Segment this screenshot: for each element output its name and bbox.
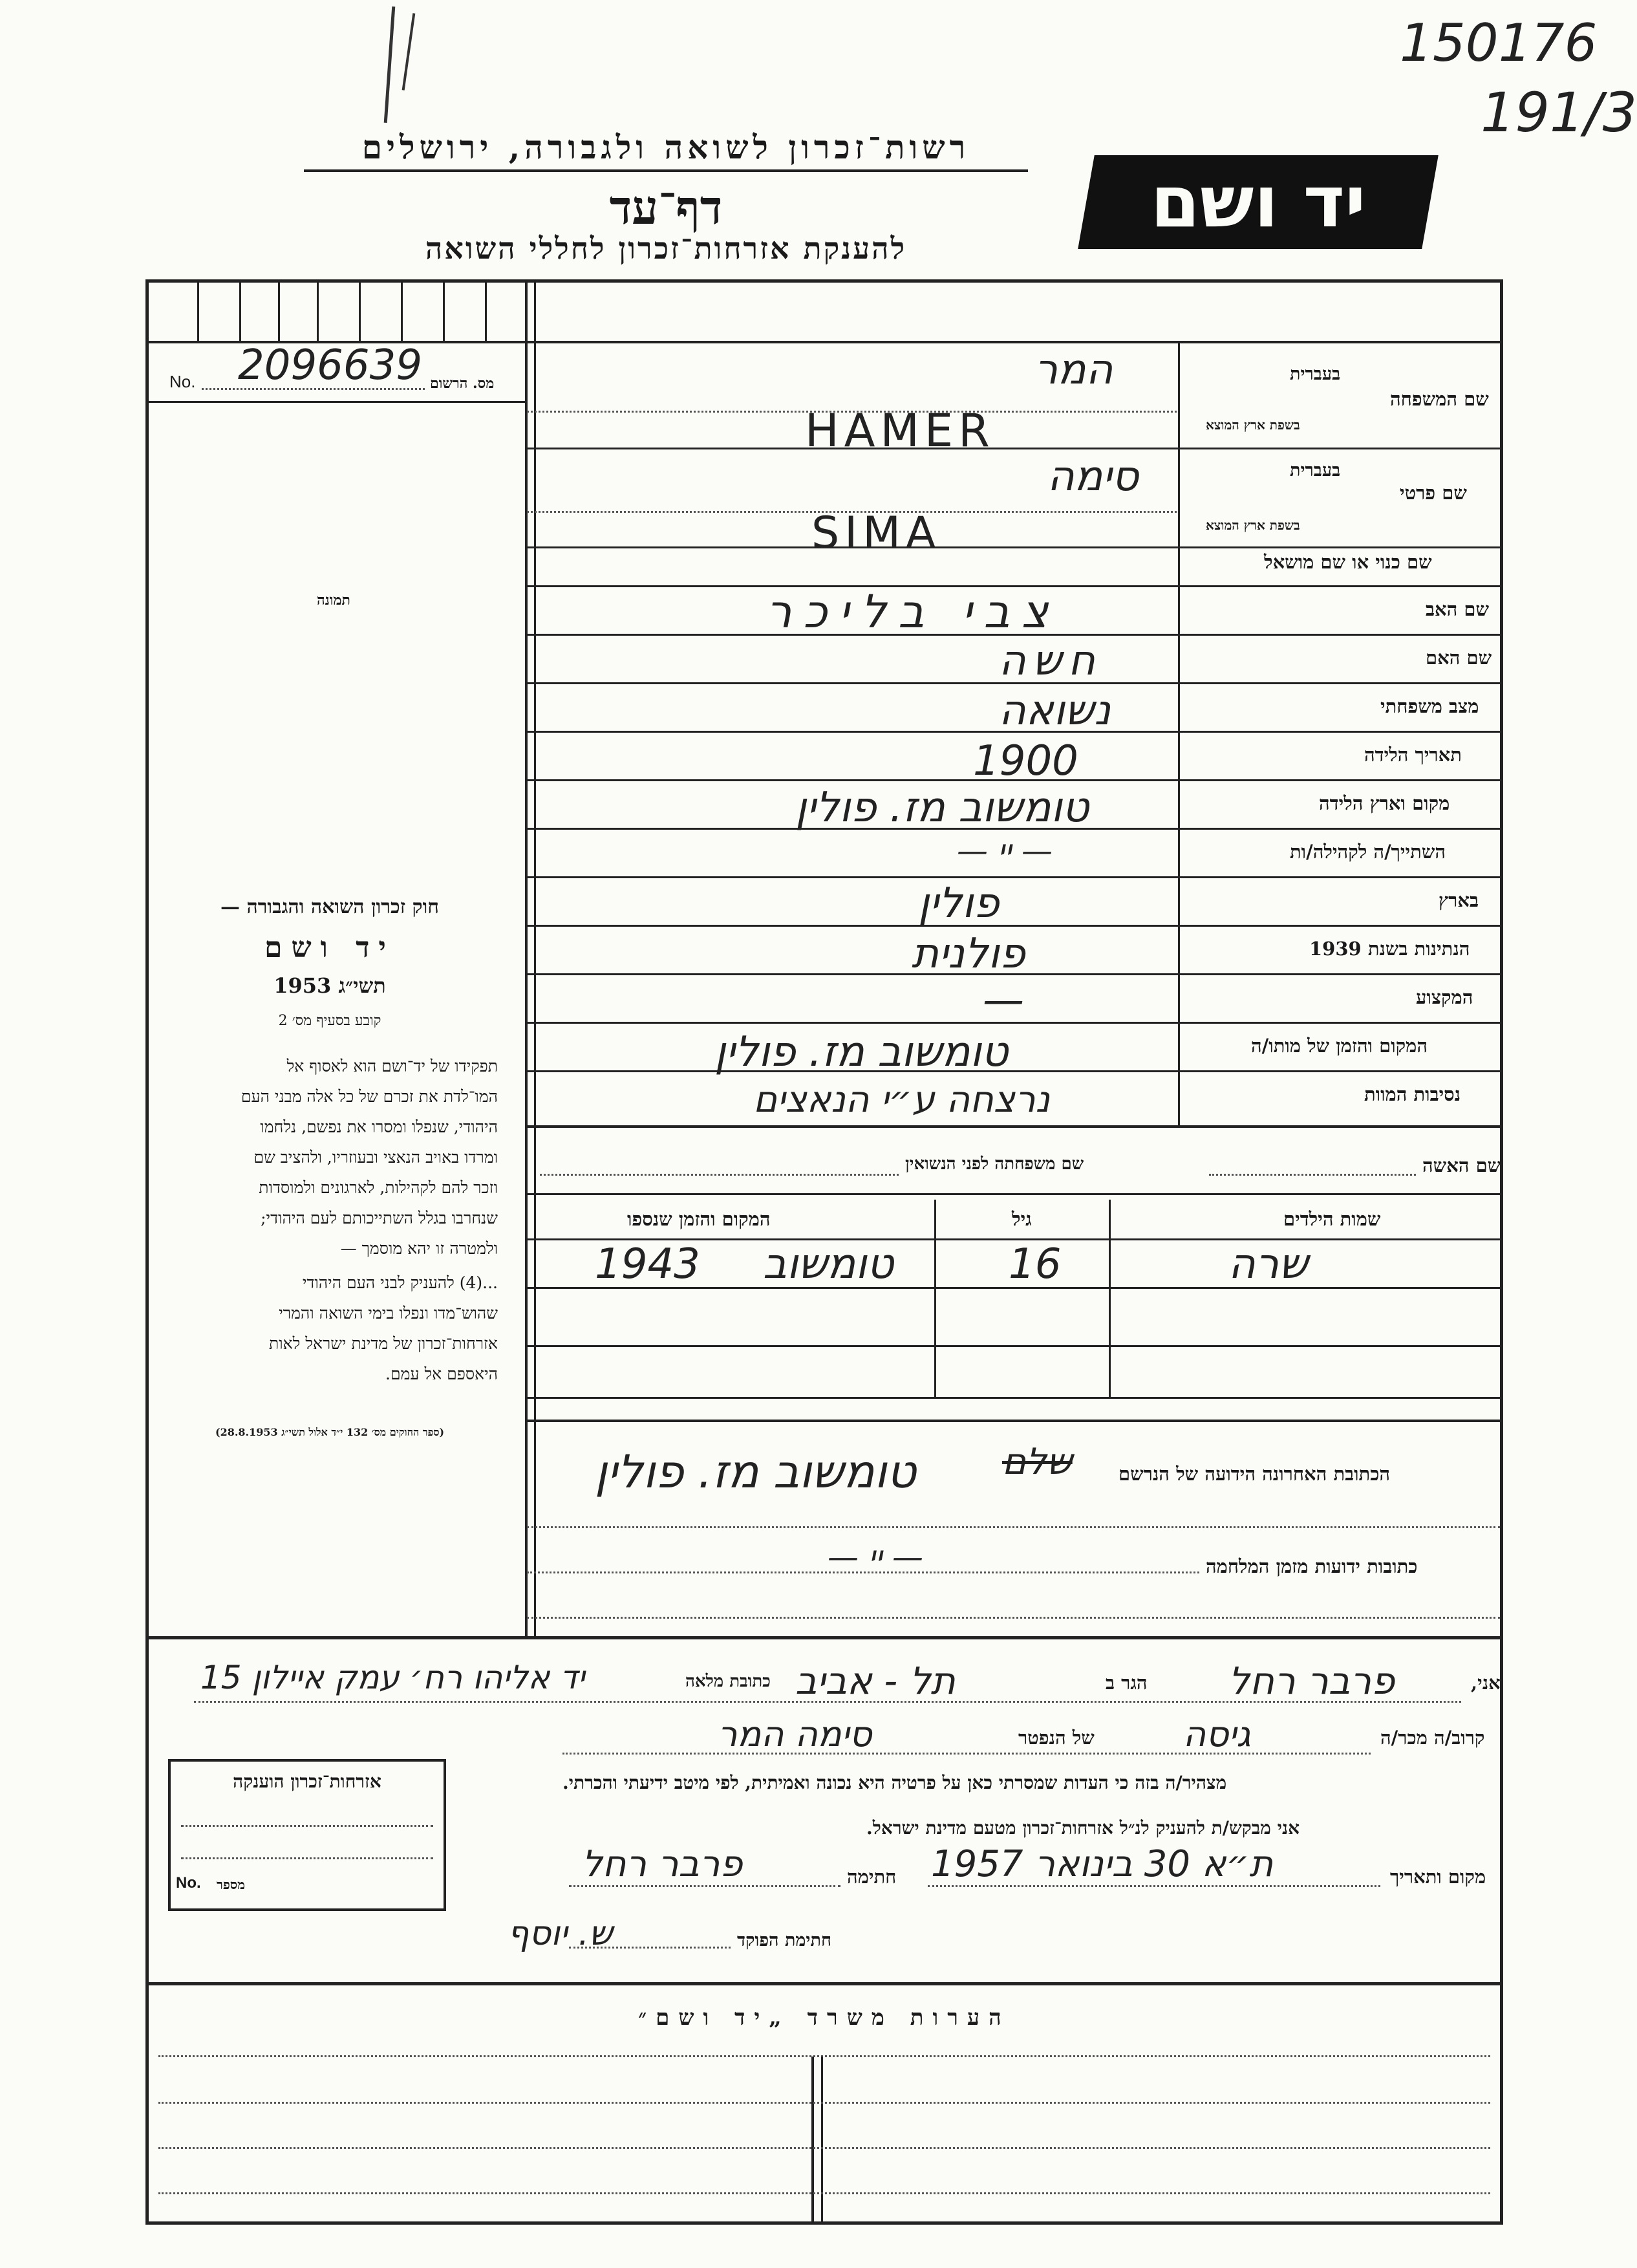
notes-dots-3 <box>158 2192 1490 2194</box>
label-last-address: הכתובת האחרונה הידועה של הנרשם <box>1118 1463 1391 1485</box>
value-first-hebrew: סימה <box>1047 453 1139 501</box>
value-citizenship: פולנית <box>912 930 1025 978</box>
decl-place-date: מקום ותאריך <box>1390 1866 1486 1888</box>
notes-center-divider-2 <box>821 2057 823 2225</box>
law-text-1: תפקידו של יד־ושם הוא לאסוף אל המו־לדת את זכרם של כל אלה מבני העם היהודי, שנפלו ומסרו את נפשם, נלחמו ומרדו באויב הנאצי ובעוזריו, ולהציב שם וזכר להם לקהילות, לארגונים ולמוסדות שנחרבו בגלל השתייכותם לעם היהודי; ולמטרה זו יהא מוסמך — <box>241 1057 498 1258</box>
notes-center-divider <box>811 2057 814 2225</box>
value-community: — יי — <box>957 833 1053 869</box>
decl-street: יד אליהו רח׳ עמק איילון 15 <box>200 1659 585 1696</box>
decl-officer: חתימת הפוקד <box>737 1930 831 1950</box>
value-birth-date: 1900 <box>973 737 1078 785</box>
label-country: בארץ <box>1439 889 1479 911</box>
value-last-address-struck: שלם <box>1002 1441 1073 1483</box>
decl-resident: הגר ב <box>1106 1672 1148 1694</box>
value-mother: חשה <box>999 637 1102 685</box>
label-maiden: שם משפחתה לפני הנשואין <box>905 1154 1084 1174</box>
decl-city: תל - אביב <box>795 1659 956 1703</box>
decl-officer-value: ש. יוסף <box>508 1914 613 1953</box>
reference-number: 150176 <box>1400 13 1598 73</box>
decl-statement: מצהיר/ה בזה כי העדות שמסרתי כאן על פרטיה היא נכונה ואמיתית, לפי מיטב ידיעתי והכרתי. <box>562 1772 1227 1793</box>
value-father: צבי בליכר <box>766 585 1060 638</box>
header-underline <box>304 169 1028 172</box>
children-col-1 <box>1109 1200 1111 1397</box>
label-family-native: בשפת ארץ המוצא <box>1206 417 1300 433</box>
decl-full-address: כתובת מלאה <box>685 1672 771 1691</box>
citizenship-box-dots-2 <box>181 1857 433 1859</box>
label-community: השתייך/ה לקהילה/ות <box>1290 841 1446 863</box>
label-citizenship: הנתינות בשנת 1939 <box>1309 938 1470 960</box>
value-child-name: שרה <box>1228 1240 1309 1288</box>
decl-dots-2 <box>562 1753 1371 1755</box>
reg-no-label: No. <box>169 372 196 391</box>
value-child-year: 1943 <box>595 1240 700 1288</box>
last-address-dots-2 <box>527 1526 1500 1528</box>
value-death-circ: נרצחה ע״י הנאצים <box>753 1079 1051 1121</box>
reg-label: מס. הרשום <box>430 375 495 392</box>
value-child-place: טומשוב <box>763 1240 894 1288</box>
law-year: תשי״ג 1953 <box>273 973 386 998</box>
maiden-dots <box>540 1174 899 1176</box>
law-name: יד ושם <box>264 931 395 964</box>
label-age: גיל <box>1012 1208 1032 1230</box>
label-father: שם האב <box>1426 598 1490 620</box>
notes-dots-2 <box>158 2147 1490 2149</box>
label-family-name: שם המשפחה <box>1390 388 1489 410</box>
logo-text: יד ושם <box>1150 160 1366 243</box>
label-children-names: שמות הילדים <box>1283 1208 1381 1230</box>
citizenship-box-number: מספר <box>217 1877 245 1892</box>
reg-underline <box>145 401 527 403</box>
citizenship-box-no: No. <box>176 1874 201 1892</box>
decl-place-date-dots <box>928 1885 1380 1887</box>
pen-mark <box>384 6 396 123</box>
decl-relation: גיסה <box>1183 1714 1251 1755</box>
wife-rule <box>527 1193 1503 1195</box>
children-col-2 <box>934 1200 936 1397</box>
photo-label: תמונה <box>317 592 350 609</box>
value-family-native: HAMER <box>805 404 995 457</box>
label-first-name: שם פרטי <box>1400 482 1467 504</box>
notes-top-rule <box>145 1982 1503 1985</box>
pen-mark-2 <box>402 13 416 90</box>
decl-signature: חתימה <box>847 1866 897 1888</box>
label-war-addresses: כתובות ידועות מזמן המלחמה <box>1206 1555 1418 1577</box>
label-first-hebrew: בעברית <box>1290 460 1341 481</box>
decl-name: פרבר רחל <box>1228 1659 1395 1703</box>
reference-fraction: 191/3 <box>1481 81 1637 144</box>
value-child-age: 16 <box>1009 1240 1062 1288</box>
label-mother: שם האם <box>1426 647 1492 669</box>
form-title: דף־עד <box>609 180 723 235</box>
citizenship-box-title: אזרחות־זכרון הוענקה <box>233 1771 381 1792</box>
form-subtitle: להענקת אזרחות־זכרון לחללי השואה <box>425 231 907 266</box>
decl-officer-dots <box>569 1947 731 1949</box>
notes-dots-0 <box>158 2055 1490 2057</box>
label-nickname: שם כנוי או שם מושאל <box>1264 551 1432 573</box>
office-notes-title: הערות משרד „יד ושם״ <box>638 2005 1011 2031</box>
value-marital: נשואה <box>999 687 1111 735</box>
value-death-place: טומשוב מז. פולין <box>714 1028 1009 1076</box>
wife-dots <box>1209 1174 1416 1176</box>
section-divider <box>145 1636 1503 1639</box>
decl-signature-value: פרבר רחל <box>582 1843 743 1885</box>
label-birth-date: תאריך הלידה <box>1364 744 1462 766</box>
children-row-3 <box>527 1397 1503 1399</box>
citizenship-box-dots-1 <box>181 1825 433 1827</box>
value-profession: — <box>983 977 1024 1024</box>
value-first-native: SIMA <box>811 508 941 559</box>
main-top-rule <box>527 341 1503 343</box>
authority-heading: רשות־זכרון לשואה ולגבורה, ירושלים <box>361 128 970 166</box>
decl-ani: אני, <box>1471 1672 1501 1694</box>
value-family-hebrew: המר <box>1034 346 1113 394</box>
label-wife: שם האשה <box>1422 1154 1501 1176</box>
label-profession: המקצוע <box>1416 986 1473 1008</box>
value-country: פולין <box>918 880 1000 927</box>
address-top-rule <box>527 1420 1503 1422</box>
label-child-death: המקום והזמן שנספו <box>627 1208 771 1230</box>
war-dots-2 <box>527 1617 1500 1619</box>
law-clause: קובע בסעיף מס׳ 2 <box>278 1013 381 1029</box>
decl-deceased: סימה המר <box>718 1714 872 1755</box>
left-column-divider-2 <box>534 279 536 1637</box>
label-death-circ: נסיבות המוות <box>1364 1083 1461 1105</box>
label-family-hebrew: בעברית <box>1290 364 1341 384</box>
label-column-divider <box>1178 341 1180 1127</box>
war-dots-1 <box>527 1571 1199 1573</box>
label-death-place: המקום והזמן של מותו/ה <box>1251 1035 1428 1057</box>
children-row-2 <box>527 1345 1503 1347</box>
label-first-native: בשפת ארץ המוצא <box>1206 517 1300 533</box>
law-citation: (ספר החוקים מס׳ 132 י״ד אלול תשי״ג 28.8.1953) <box>215 1426 445 1438</box>
decl-of-deceased: של הנפטר <box>1018 1727 1095 1749</box>
decl-relative: קרוב/ה מכר/ה <box>1380 1727 1485 1749</box>
label-marital: מצב משפחתי <box>1380 695 1479 717</box>
value-birth-place: טומשוב מז. פולין <box>795 784 1089 832</box>
decl-signature-dots <box>569 1885 840 1887</box>
decl-request: אני מבקש/ת להעניק לנ״ל אזרחות־זכרון מטעם מדינת ישראל. <box>866 1817 1300 1839</box>
law-text-2: ...(4) להעניק לבני העם היהודי שהוש־מדו ונפלו בימי השואה והמרי אזרחות־זכרון של מדינת ישראל לאות היאספם אל עמם. <box>268 1273 498 1383</box>
left-column-divider <box>525 279 528 1637</box>
value-war-addresses: — יי — <box>828 1539 923 1575</box>
reg-number: 2096639 <box>238 341 423 389</box>
notes-dots-1 <box>158 2102 1490 2104</box>
decl-place-date-value: ת״א 30 בינואר 1957 <box>931 1843 1274 1885</box>
law-title: חוק זכרון השואה והגבורה — <box>220 896 439 918</box>
label-birth-place: מקום וארץ הלידה <box>1319 792 1450 814</box>
decl-dots-1 <box>194 1701 1461 1703</box>
value-last-address: טומשוב מז. פולין <box>595 1445 916 1498</box>
